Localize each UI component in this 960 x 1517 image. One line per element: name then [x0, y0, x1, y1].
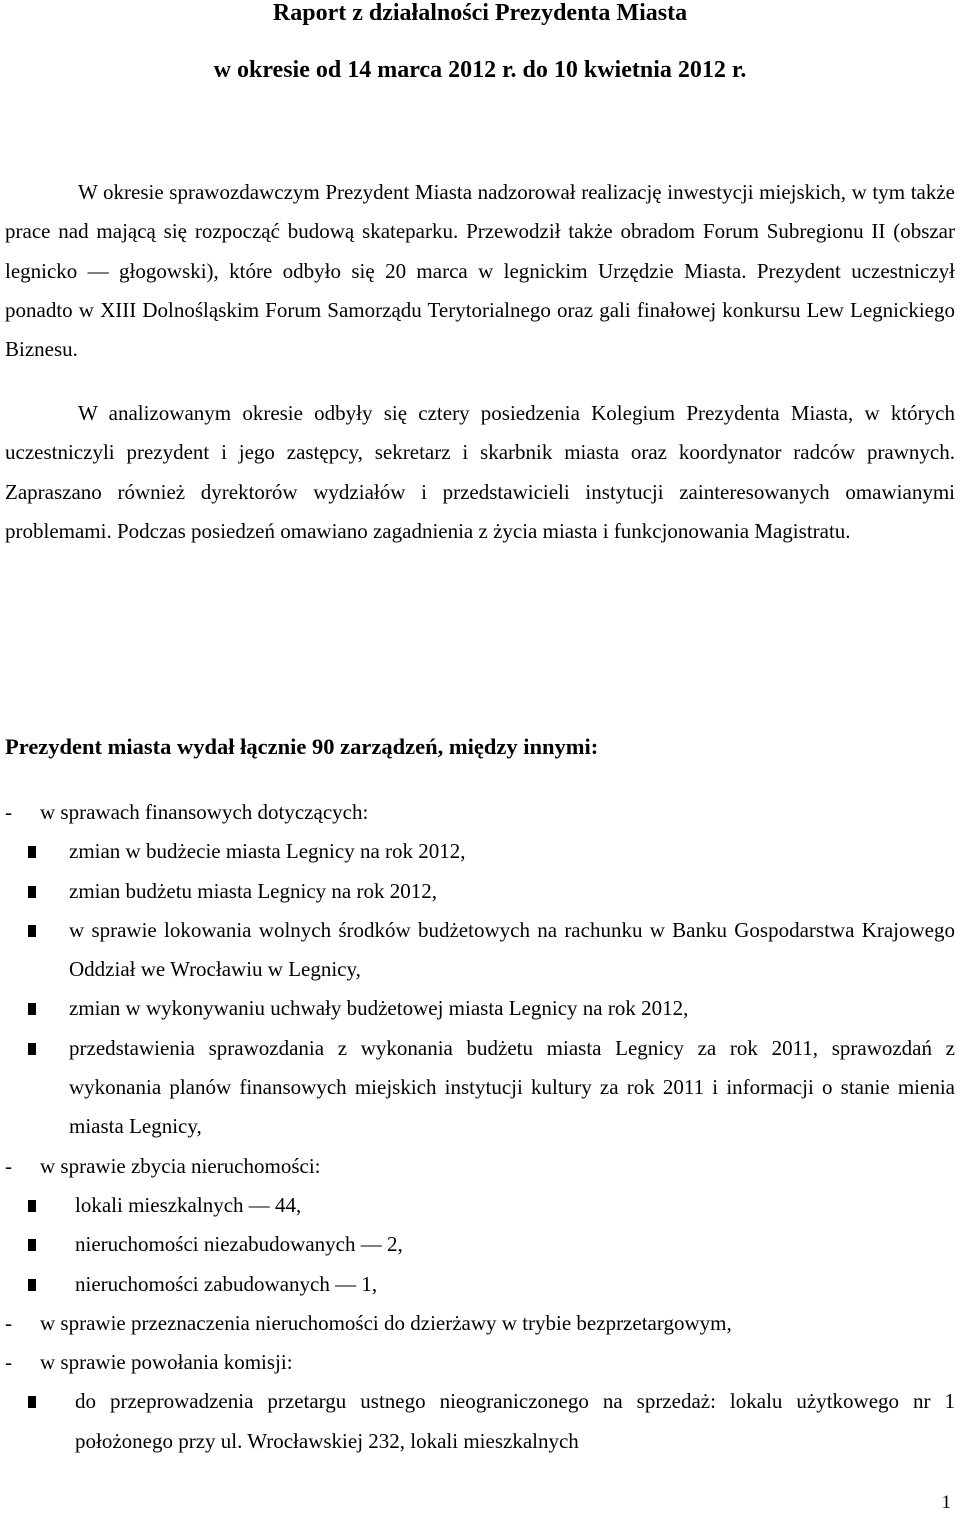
list-item-text: do przeprowadzenia przetargu ustnego nieograniczonego na sprzedaż: lokalu użytkowego nr 1 położonego przy ul. Wrocławskiej 232, lokali mieszkalnych — [75, 1389, 955, 1453]
paragraph-college-meetings: W analizowanym okresie odbyły się cztery posiedzenia Kolegium Prezydenta Miasta, w których uczestniczyli prezydent i jego zastępcy, sekretarz i skarbnik miasta oraz koordynator radców prawnych. Zapraszano również dyrektorów wydziałów i przedstawicieli instytucji zainteresowanych omawianymi problemami. Podczas posiedzeń omawiano zagadnienia z życia miasta i funkcjonowania Magistratu. — [5, 401, 955, 543]
list-group-label: w sprawie przeznaczenia nieruchomości do dzierżawy w trybie bezprzetargowym, — [40, 1310, 732, 1335]
dash-marker: - — [5, 1153, 12, 1178]
square-bullet-icon — [28, 846, 36, 858]
list-item-text: przedstawienia sprawozdania z wykonania budżetu miasta Legnicy za rok 2011, sprawozdań z wykonania planów finansowych miejskich instytucji kultury za rok 2011 i informacji o stanie mienia miasta Legnicy, — [69, 1035, 955, 1139]
list-group-label: w sprawie powołania komisji: — [40, 1350, 293, 1375]
list-item-text: zmian budżetu miasta Legnicy na rok 2012, — [69, 878, 437, 903]
paragraph-activities: W okresie sprawozdawczym Prezydent Miasta nadzorował realizację inwestycji miejskich, w tym także prace nad mającą się rozpocząć budową skateparku. Przewodził także obradom Forum Subregionu II (obszar legnicko ― głogowski), które odbyło się 20 marca w legnickim Urzędzie Miasta. Prezydent uczestniczył ponadto w XIII Dolnośląskim Forum Samorządu Terytorialnego oraz gali finałowej konkursu Lew Legnickiego Biznesu. — [5, 180, 955, 362]
list-item — [0, 1225, 960, 1264]
list-item — [0, 1029, 960, 1147]
list-item-text: zmian w budżecie miasta Legnicy na rok 2012, — [69, 839, 466, 864]
list-item — [0, 872, 960, 911]
list-item-text: zmian w wykonywaniu uchwały budżetowej miasta Legnicy na rok 2012, — [69, 996, 689, 1021]
dash-marker: - — [5, 800, 12, 824]
list-group-commission — [0, 1343, 960, 1382]
square-bullet-icon — [28, 1279, 36, 1291]
list-item — [0, 1186, 960, 1225]
report-period: w okresie od 14 marca 2012 r. do 10 kwietnia 2012 r. — [213, 57, 747, 83]
section-heading: Prezydent miasta wydał łącznie 90 zarządzeń, między innymi: — [5, 734, 599, 759]
square-bullet-icon — [28, 1396, 36, 1408]
list-group-lease — [0, 1304, 960, 1343]
square-bullet-icon — [28, 1239, 36, 1251]
list-item-text: nieruchomości zabudowanych ― 1, — [75, 1271, 378, 1296]
list-item-text: nieruchomości niezabudowanych ― 2, — [75, 1232, 403, 1257]
list-item — [0, 989, 960, 1028]
list-item — [0, 1382, 960, 1461]
square-bullet-icon — [28, 1043, 36, 1055]
square-bullet-icon — [28, 886, 36, 898]
square-bullet-icon — [28, 1200, 36, 1212]
list-group-finance — [0, 793, 960, 832]
dash-marker: - — [5, 1310, 12, 1335]
list-group-label: w sprawie zbycia nieruchomości: — [40, 1153, 321, 1178]
list-item — [0, 911, 960, 990]
ordinances-list — [0, 793, 960, 1461]
list-item — [0, 1265, 960, 1304]
report-title: Raport z działalności Prezydenta Miasta — [272, 0, 688, 26]
page-number: 1 — [941, 1492, 951, 1513]
list-item-text: lokali mieszkalnych ― 44, — [75, 1192, 302, 1217]
square-bullet-icon — [28, 1003, 36, 1015]
list-item — [0, 832, 960, 871]
list-item-text: w sprawie lokowania wolnych środków budżetowych na rachunku w Banku Gospodarstwa Krajowego Oddział we Wrocławiu w Legnicy, — [69, 917, 955, 982]
dash-marker: - — [5, 1350, 12, 1375]
list-group-property-sale — [0, 1147, 960, 1186]
list-group-label: w sprawach finansowych dotyczących: — [40, 800, 369, 824]
square-bullet-icon — [28, 925, 36, 937]
